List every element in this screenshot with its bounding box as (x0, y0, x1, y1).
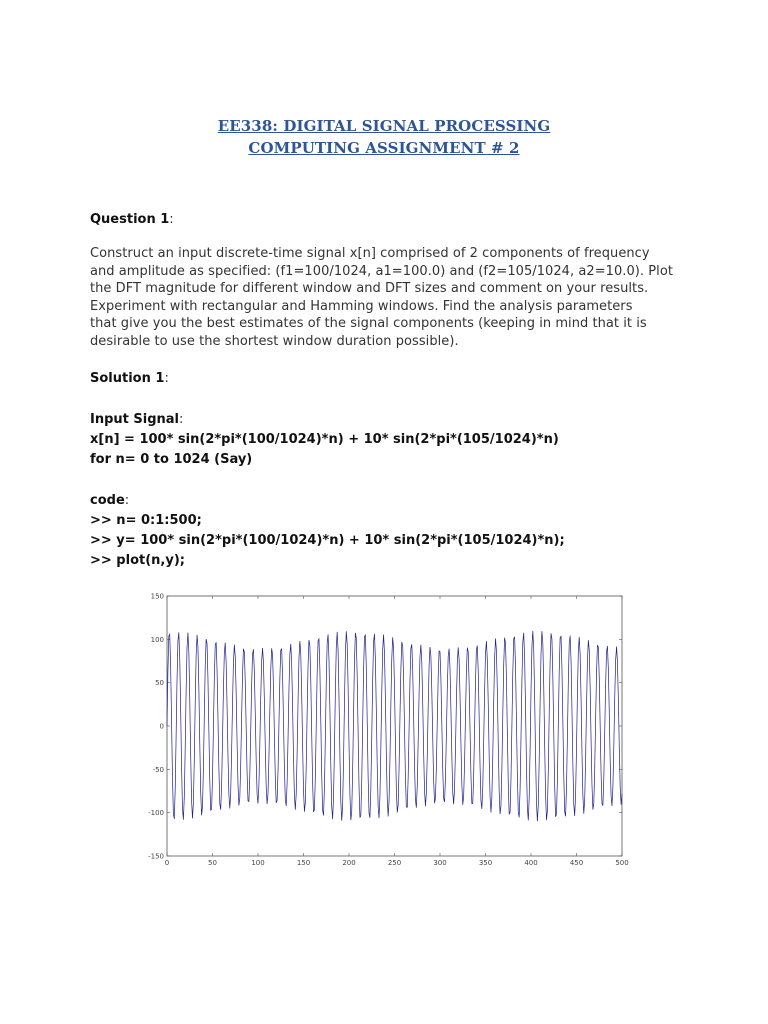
y-tick-label: -100 (148, 809, 164, 818)
x-tick-label: 200 (342, 859, 356, 867)
code-line: >> y= 100* sin(2*pi*(100/1024)*n) + 10* sin(2*pi*(105/1024)*n); (90, 533, 565, 548)
x-tick-label: 150 (296, 859, 311, 867)
x-tick-label: 400 (524, 859, 538, 867)
x-tick-label: 450 (569, 859, 584, 867)
code-heading (90, 492, 129, 510)
signal-range: for n= 0 to 1024 (Say) (90, 452, 253, 467)
code-line: >> n= 0:1:500; (90, 513, 202, 528)
x-tick-label: 0 (164, 859, 170, 867)
signal-equation: x[n] = 100* sin(2*pi*(100/1024)*n) + 10* sin(2*pi*(105/1024)*n) (90, 432, 559, 447)
x-tick-label: 50 (208, 859, 217, 867)
x-tick-label: 250 (387, 859, 402, 867)
input-signal-label: Input Signal (90, 412, 180, 427)
input-signal-colon: : (179, 412, 184, 427)
code-colon: : (124, 493, 130, 508)
y-tick-label: 150 (150, 592, 164, 601)
x-tick-label: 100 (251, 859, 265, 867)
solution-heading (90, 370, 169, 388)
y-tick-label: 0 (159, 722, 164, 731)
y-tick-label: -150 (148, 852, 164, 861)
code-label: code (90, 493, 125, 508)
input-signal-heading (90, 411, 183, 429)
y-tick-label: 50 (155, 679, 164, 688)
x-tick-label: 500 (615, 859, 629, 867)
document-title: EE338: DIGITAL SIGNAL PROCESSING (217, 117, 551, 135)
y-tick-label: -50 (152, 765, 164, 774)
code-line: >> plot(n,y); (90, 553, 185, 568)
solution-colon: : (164, 371, 169, 386)
document-subtitle: COMPUTING ASSIGNMENT # 2 (248, 139, 520, 157)
y-tick-label: 100 (150, 635, 164, 644)
question-heading (90, 211, 174, 229)
question-colon: : (169, 212, 174, 227)
question-text: Construct an input discrete-time signal x[n] comprised of 2 components of frequency and amplitude as specified: (f1=100/1024, a1=100.0) and (f2=105/1024, a2=10.0). Plot the DFT magnitude for different window and DFT sizes and comment on your results. Experiment with rectangular and Hamming windows. Find the analysis parameters that give you the best estimates of the signal components (keeping in mind that it is desirable to use the shortest window duration possible). (90, 246, 673, 349)
x-tick-label: 350 (478, 859, 493, 867)
question-label: Question 1 (90, 212, 170, 227)
x-tick-label: 300 (433, 859, 447, 867)
signal-plot (140, 588, 640, 873)
solution-label: Solution 1 (90, 371, 165, 386)
